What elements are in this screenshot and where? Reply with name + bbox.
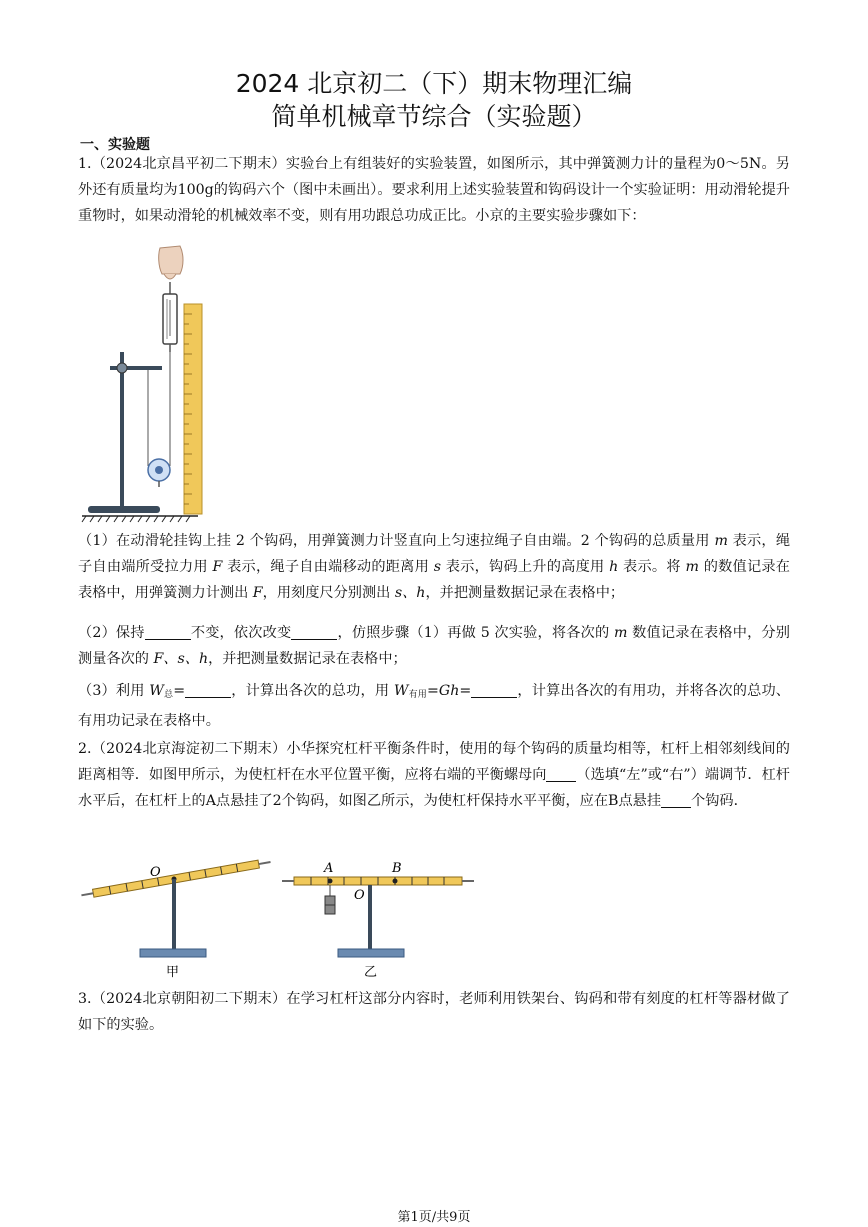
lever-yi (282, 861, 474, 980)
hook-weight (325, 896, 335, 905)
question-1-step-1: （1）在动滑轮挂钩上挂 2 个钩码，用弹簧测力计竖直向上匀速拉绳子自由端。2 个钩码的总质量用 m 表示，绳子自由端所受拉力用 F 表示，绳子自由端移动的距离用 s 表示，钩码上升的高度用 h 表示。将 m 的数值记录在表格中，用弹簧测力计测出 F，用刻度尺分别测出 s、h，并把测量数据记录在表格中； (78, 533, 791, 601)
page-subtitle: 简单机械章节综合（实验题） (271, 102, 597, 131)
lever-figures (78, 852, 478, 982)
answer-blank[interactable] (471, 683, 517, 698)
svg-text:O: O (150, 865, 161, 880)
question-2: 2.（2024北京海淀初二下期末）小华探究杠杆平衡条件时，使用的每个钩码的质量均相等，杠杆上相邻刻线间的距离相等．如图甲所示，为使杠杆在水平位置平衡，应将右端的平衡螺母向 （选填“左”或“右”）端调节．杠杆水平后，在杠杆上的A点悬挂了2个钩码，如图乙所示，为使杠杆保持水平平衡，应在B点悬挂 个钩码． (78, 741, 790, 809)
section-heading: 一、实验题 (80, 137, 150, 153)
hook-weight (325, 905, 335, 914)
label-jia: 甲 (166, 965, 180, 980)
question-3: 3.（2024北京朝阳初二下期末）在学习杠杆这部分内容时，老师利用铁架台、钩码和带有刻度的杠杆等器材做了如下的实验。 (78, 991, 790, 1033)
lever-jia (81, 858, 271, 980)
svg-text:O: O (354, 888, 365, 903)
answer-blank[interactable] (145, 625, 191, 640)
svg-text:A: A (324, 861, 334, 876)
pulley-apparatus-figure (80, 244, 220, 524)
label-yi: 乙 (364, 965, 378, 980)
answer-blank[interactable] (185, 683, 231, 698)
answer-blank[interactable] (291, 625, 337, 640)
svg-text:B: B (392, 861, 402, 876)
movable-pulley (148, 352, 170, 487)
question-1-intro: 1.（2024北京昌平初二下期末）实验台上有组装好的实验装置，如图所示，其中弹簧测力计的量程为0～5N。另外还有质量均为100g的钩码六个（图中未画出）。要求利用上述实验装置和钩码设计一个实验证明：用动滑轮提升重物时，如果动滑轮的机械效率不变，则有用功跟总功成正比。小京的主要实验步骤如下： (78, 156, 790, 224)
answer-blank[interactable] (546, 767, 576, 782)
page-title: 2024 北京初二（下）期末物理汇编 (235, 69, 633, 98)
hand-icon (159, 246, 183, 279)
iron-stand (82, 352, 198, 522)
question-1-step-2: （2）保持 不变，依次改变 ，仿照步骤（1）再做 5 次实验，将各次的 m 数值记录在表格中，分别测量各次的 F、s、h，并把测量数据记录在表格中； (78, 625, 790, 667)
question-1-step-3: （3）利用 $W_总=$ ，计算出各次的总功，用 $W_{有用}=Gh=$ ，计算出各次的有用功，并将各次的总功、有用功记录在表格中。 (78, 683, 790, 729)
spring-scale (163, 282, 177, 352)
ruler (184, 304, 202, 514)
page-footer: 第1页/共9页 (397, 1210, 471, 1225)
answer-blank[interactable] (661, 793, 691, 808)
